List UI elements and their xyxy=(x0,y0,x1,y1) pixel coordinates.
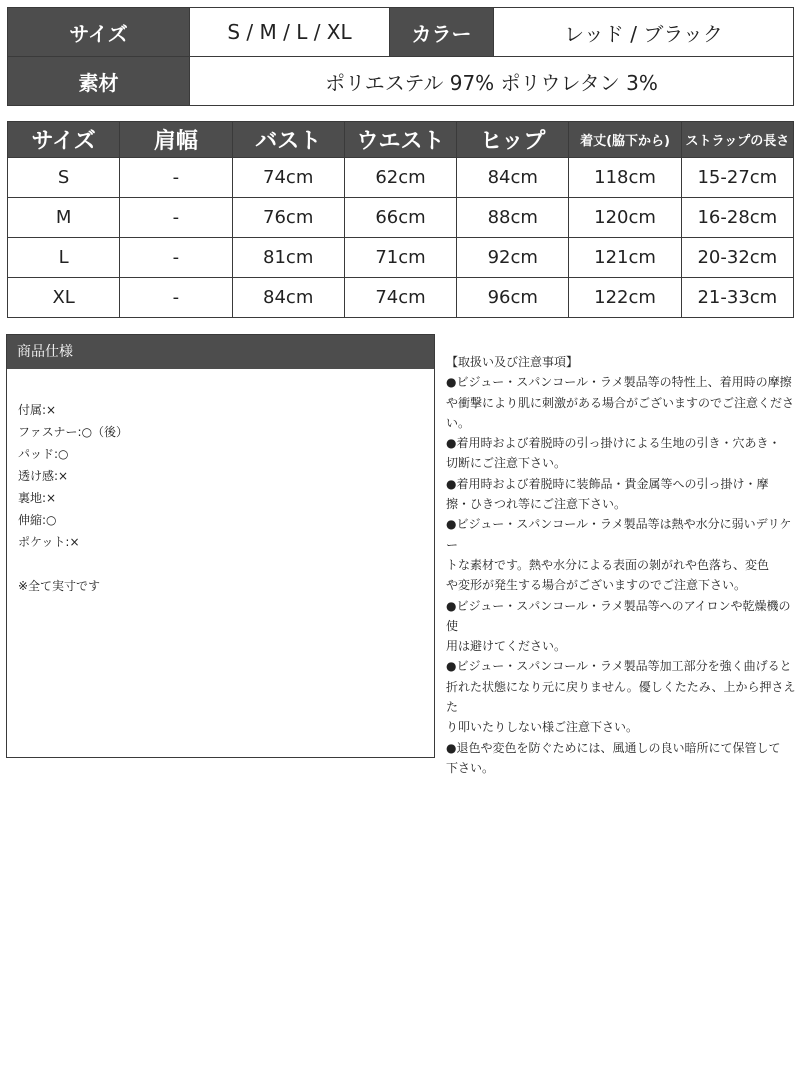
cell-shoulder: - xyxy=(120,158,232,198)
table-row xyxy=(8,278,794,318)
header-hip: ヒップ xyxy=(457,122,569,158)
cell-length: 120cm xyxy=(569,198,681,238)
size-table-header xyxy=(8,122,794,158)
spec-pad: パッド:○ xyxy=(18,447,69,461)
cell-bust: 76cm xyxy=(232,198,344,238)
cell-strap: 20-32cm xyxy=(681,238,793,278)
color-label: カラー xyxy=(390,8,494,57)
care-item: ●退色や変色を防ぐためには、風通しの良い暗所にて保管して 下さい。 xyxy=(446,740,781,775)
product-spec-box xyxy=(6,334,435,758)
cell-hip: 84cm xyxy=(457,158,569,198)
table-row xyxy=(8,198,794,238)
cell-length: 122cm xyxy=(569,278,681,318)
care-item: ●ビジュー・スパンコール・ラメ製品等へのアイロンや乾燥機の使 用は避けてください。 xyxy=(446,598,791,654)
header-bust: バスト xyxy=(232,122,344,158)
cell-size: L xyxy=(8,238,120,278)
cell-hip: 92cm xyxy=(457,238,569,278)
header-shoulder: 肩幅 xyxy=(120,122,232,158)
table-row xyxy=(8,158,794,198)
care-item: ●着用時および着脱時の引っ掛けによる生地の引き・穴あき・ 切断にご注意下さい。 xyxy=(446,436,781,471)
size-value: S / M / L / XL xyxy=(190,8,390,57)
header-size: サイズ xyxy=(8,122,120,158)
cell-strap: 21-33cm xyxy=(681,278,793,318)
spec-sheerness: 透け感:× xyxy=(18,469,69,483)
material-value: ポリエステル 97% ポリウレタン 3% xyxy=(190,57,794,106)
cell-bust: 81cm xyxy=(232,238,344,278)
cell-shoulder: - xyxy=(120,278,232,318)
color-value: レッド / ブラック xyxy=(494,8,794,57)
cell-waist: 62cm xyxy=(344,158,456,198)
size-table xyxy=(7,121,794,318)
cell-length: 118cm xyxy=(569,158,681,198)
cell-bust: 74cm xyxy=(232,158,344,198)
product-spec-title: 商品仕様 xyxy=(7,335,434,369)
spec-table xyxy=(7,7,794,106)
care-title: 【取扱い及び注意事項】 xyxy=(446,355,579,369)
spec-accessories: 付属:× xyxy=(18,403,57,417)
cell-size: XL xyxy=(8,278,120,318)
cell-shoulder: - xyxy=(120,238,232,278)
spec-pocket: ポケット:× xyxy=(18,535,80,549)
cell-hip: 88cm xyxy=(457,198,569,238)
cell-waist: 74cm xyxy=(344,278,456,318)
spec-zipper: ファスナー:○（後） xyxy=(18,425,129,439)
cell-size: M xyxy=(8,198,120,238)
header-strap: ストラップの長さ xyxy=(681,122,793,158)
cell-waist: 71cm xyxy=(344,238,456,278)
care-notes xyxy=(446,352,796,778)
size-label: サイズ xyxy=(8,8,190,57)
header-length: 着丈(脇下から) xyxy=(569,122,681,158)
cell-size: S xyxy=(8,158,120,198)
cell-length: 121cm xyxy=(569,238,681,278)
care-item: ●ビジュー・スパンコール・ラメ製品等加工部分を強く曲げると 折れた状態になり元に戻りません。優しくたたみ、上から押さえた り叩いたりしない様ご注意下さい。 xyxy=(446,659,796,735)
product-spec-list xyxy=(7,369,434,597)
cell-strap: 15-27cm xyxy=(681,158,793,198)
care-item: ●ビジュー・スパンコール・ラメ製品等の特性上、着用時の摩擦 や衝撃により肌に刺激がある場合がございますのでご注意くださ い。 xyxy=(446,375,795,430)
care-item: ●着用時および着脱時に装飾品・貴金属等への引っ掛け・摩 擦・ひきつれ等にご注意下さい。 xyxy=(446,476,769,512)
spec-stretch: 伸縮:○ xyxy=(18,513,57,527)
header-waist: ウエスト xyxy=(344,122,456,158)
cell-shoulder: - xyxy=(120,198,232,238)
cell-bust: 84cm xyxy=(232,278,344,318)
table-row xyxy=(8,238,794,278)
cell-waist: 66cm xyxy=(344,198,456,238)
cell-strap: 16-28cm xyxy=(681,198,793,238)
spec-lining: 裏地:× xyxy=(18,491,57,505)
care-item: ●ビジュー・スパンコール・ラメ製品等は熱や水分に弱いデリケー トな素材です。熱や水分による表面の剝がれや色落ち、変色 や変形が発生する場合がございますのでご注意下さい。 xyxy=(446,517,792,593)
cell-hip: 96cm xyxy=(457,278,569,318)
measurement-note: ※全て実寸です xyxy=(18,579,101,593)
material-label: 素材 xyxy=(8,57,190,106)
